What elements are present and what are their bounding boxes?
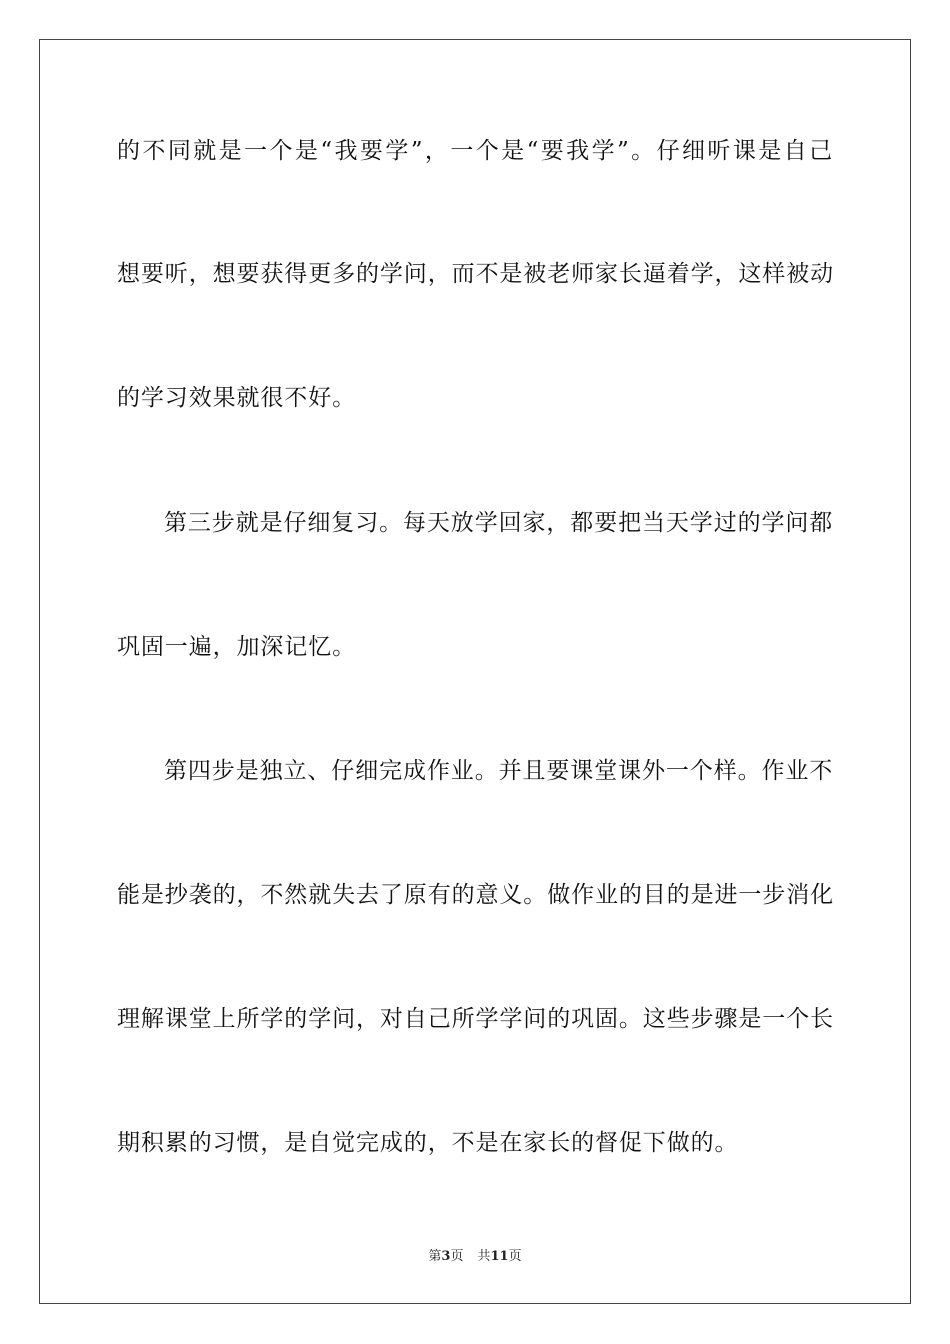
total-prefix: 共 [477,1249,491,1264]
page-suffix: 页 [450,1249,464,1264]
body-line-2: 想要听，想要获得更多的学问，而不是被老师家长逼着学，这样被动 [117,261,834,287]
paragraph-4-line-3: 理解课堂上所学的学问，对自己所学学问的巩固。这些步骤是一个长 [117,1006,834,1032]
page-number: 3 [441,1249,451,1264]
paragraph-4-line-4: 期积累的习惯，是自觉完成的，不是在家长的督促下做的。 [117,1130,739,1156]
paragraph-3-line-1: 第三步就是仔细复习。每天放学回家，都要把当天学过的学问都 [164,510,834,536]
page-footer [0,1248,950,1266]
total-pages: 11 [490,1249,509,1264]
page-border [39,39,911,1304]
paragraph-3-line-2: 巩固一遍，加深记忆。 [117,634,356,660]
paragraph-4-line-1: 第四步是独立、仔细完成作业。并且要课堂课外一个样。作业不 [164,758,834,784]
body-line-1: 的不同就是一个是“我要学”，一个是“要我学”。仔细听课是自己 [117,138,833,164]
paragraph-4-line-2: 能是抄袭的，不然就失去了原有的意义。做作业的目的是进一步消化 [117,882,834,908]
page-prefix: 第 [428,1249,442,1264]
body-line-3: 的学习效果就很不好。 [117,385,356,411]
total-suffix: 页 [508,1249,522,1264]
